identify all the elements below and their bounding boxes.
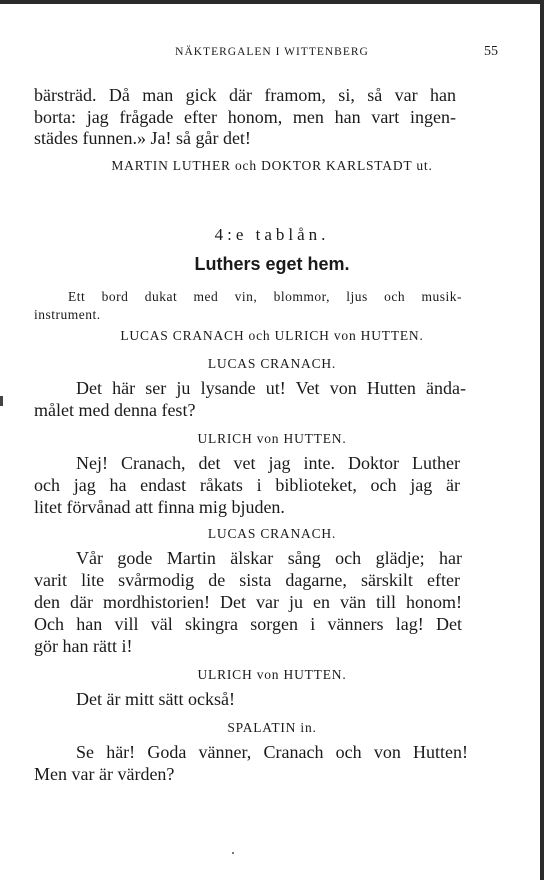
tableau-heading: 4:e tablån.	[214, 225, 330, 244]
speech-line: målet med denna fest?	[34, 400, 196, 420]
text-line: borta: jag frågade efter honom, men han vart ingen-	[34, 107, 456, 127]
text-line: städes funnen.» Ja! så går det!	[34, 128, 251, 148]
speech-line: Vår gode Martin älskar sång och glädje; har	[76, 548, 462, 568]
page-number: 55	[484, 44, 498, 59]
stage-direction-exit: MARTIN LUTHER och DOKTOR KARLSTADT ut.	[111, 158, 433, 173]
setting-description-continued: instrument.	[34, 307, 101, 322]
speech-line: Men var är värden?	[34, 764, 175, 784]
speech-line: Det är mitt sätt också!	[76, 689, 235, 709]
speech-line: och jag ha endast råkats i biblioteket, och jag är	[34, 475, 460, 495]
text-line: bärsträd. Då man gick där framom, si, så var han	[34, 85, 456, 105]
speech-line: Och han vill väl skingra sorgen i vänners lag! Det	[34, 614, 462, 634]
page-top-border	[0, 0, 544, 4]
speaker-name: LUCAS CRANACH.	[207, 356, 337, 371]
speech-line: Det här ser ju lysande ut! Vet von Hutten ända-	[76, 378, 466, 398]
page-header	[40, 46, 504, 66]
scene-title: Luthers eget hem.	[194, 254, 350, 274]
characters-on-stage: LUCAS CRANACH och ULRICH von HUTTEN.	[120, 328, 424, 343]
setting-description: Ett bord dukat med vin, blommor, ljus och musik-	[68, 289, 462, 304]
speech-line: gör han rätt i!	[34, 636, 133, 656]
speech-line: litet förvånad att finna mig bjuden.	[34, 497, 285, 517]
margin-mark	[0, 396, 3, 406]
running-head: NÄKTERGALEN I WITTENBERG	[175, 46, 369, 58]
speaker-name: ULRICH von HUTTEN.	[197, 667, 347, 682]
speech-line: varit lite svårmodig de sista dagarne, särskilt efter	[34, 570, 460, 590]
print-speck	[232, 852, 234, 854]
speaker-name: LUCAS CRANACH.	[207, 526, 337, 541]
speech-line: Nej! Cranach, det vet jag inte. Doktor Luther	[76, 453, 460, 473]
speech-line: Se här! Goda vänner, Cranach och von Hutten!	[76, 742, 468, 762]
speech-line: den där mordhistorien! Det var ju en vän till honom!	[34, 592, 462, 612]
speaker-name: ULRICH von HUTTEN.	[197, 431, 347, 446]
stage-direction-entrance: SPALATIN in.	[227, 720, 317, 735]
